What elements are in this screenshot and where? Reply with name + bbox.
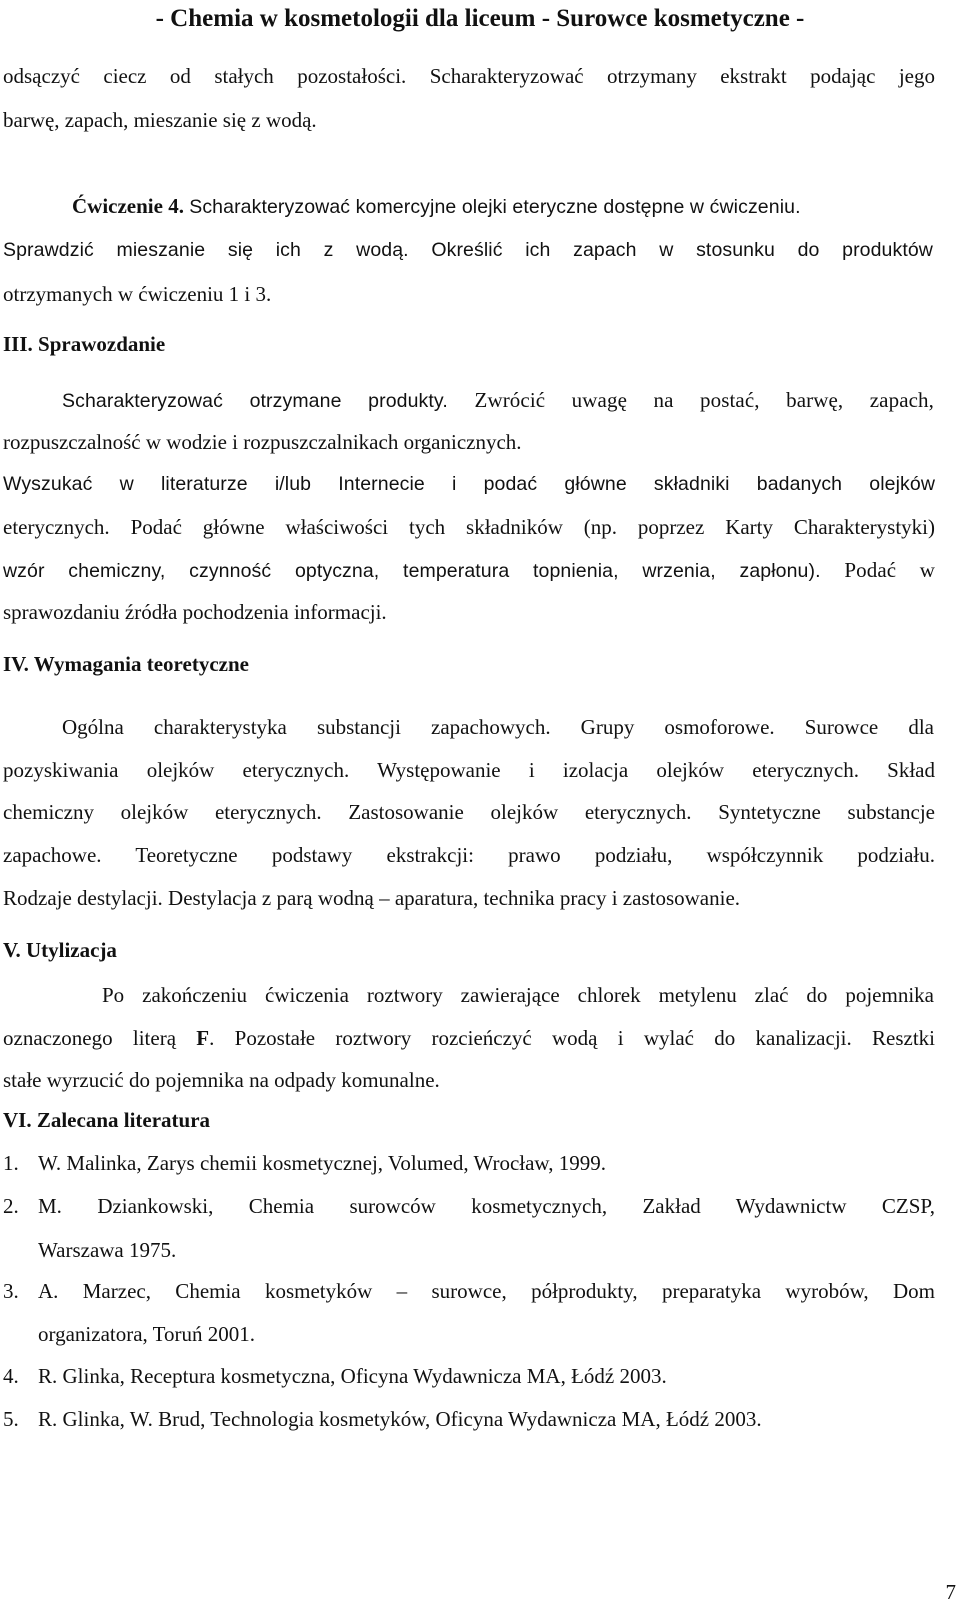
section-6-heading: VI. Zalecana literatura [3, 1108, 211, 1132]
section-5-line-1: Po zakończeniu ćwiczenia roztwory zawierające chlorek metylenu zlać do pojemnika [102, 983, 934, 1007]
exercise4-line-3: otrzymanych w ćwiczeniu 1 i 3. [3, 282, 272, 306]
exercise4-line-2: Sprawdzić mieszanie się ich z wodą. Określić ich zapach w stosunku do produktów [3, 239, 933, 261]
section-3-line-5: wzór chemiczny, czynność optyczna, temperatura topnienia, wrzenia, zapłonu). Podać w [3, 558, 935, 582]
section-3-line-1: Scharakteryzować otrzymane produkty. Zwrócić uwagę na postać, barwę, zapach, [62, 388, 934, 412]
ref-2-text-cont: Warszawa 1975. [38, 1238, 177, 1262]
section-5-line-3: stałe wyrzucić do pojemnika na odpady komunalne. [3, 1068, 440, 1092]
section-3-line-3: Wyszukać w literaturze i/lub Internecie i podać główne składniki badanych olejków [3, 473, 935, 495]
ref-1-number: 1. [3, 1151, 19, 1175]
ref-3-text-cont: organizatora, Toruń 2001. [38, 1322, 256, 1346]
section-4-heading: IV. Wymagania teoretyczne [3, 652, 249, 676]
section-4-line-3: chemiczny olejków eterycznych. Zastosowanie olejków eterycznych. Syntetyczne substancje [3, 800, 935, 824]
ref-5-text: R. Glinka, W. Brud, Technologia kosmetyków, Oficyna Wydawnicza MA, Łódź 2003. [38, 1407, 762, 1431]
section-3-line-2: rozpuszczalność w wodzie i rozpuszczalnikach organicznych. [3, 430, 522, 454]
section-3-line-6: sprawozdaniu źródła pochodzenia informacji. [3, 600, 387, 624]
ref-3-text: A. Marzec, Chemia kosmetyków – surowce, półprodukty, preparatyka wyrobów, Dom [38, 1279, 935, 1303]
section-5-heading: V. Utylizacja [3, 938, 117, 962]
ref-5-number: 5. [3, 1407, 19, 1431]
intro-line-1: odsączyć ciecz od stałych pozostałości. Scharakteryzować otrzymany ekstrakt podając jego [3, 64, 935, 88]
intro-line-2: barwę, zapach, mieszanie się z wodą. [3, 108, 317, 132]
section-3-line-4: eterycznych. Podać główne właściwości tych składników (np. poprzez Karty Charakterystyki) [3, 515, 936, 539]
ref-2-text: M. Dziankowski, Chemia surowców kosmetycznych, Zakład Wydawnictw CZSP, [38, 1194, 935, 1218]
section-4-line-1: Ogólna charakterystyka substancji zapachowych. Grupy osmoforowe. Surowce dla [62, 715, 934, 739]
page-number: 7 [945, 1580, 956, 1604]
ref-2-number: 2. [3, 1194, 19, 1218]
exercise4-text: Scharakteryzować komercyjne olejki eteryczne dostępne w ćwiczeniu. [189, 196, 801, 218]
exercise4-label: Ćwiczenie 4. [72, 194, 184, 218]
section-4-line-4: zapachowe. Teoretyczne podstawy ekstrakcji: prawo podziału, współczynnik podziału. [3, 843, 935, 867]
section-4-line-5: Rodzaje destylacji. Destylacja z parą wodną – aparatura, technika pracy i zastosowanie. [3, 886, 741, 910]
page-header: - Chemia w kosmetologii dla liceum - Surowce kosmetyczne - [155, 5, 805, 32]
section-4-line-2: pozyskiwania olejków eterycznych. Występowanie i izolacja olejków eterycznych. Skład [3, 758, 935, 782]
ref-4-number: 4. [3, 1364, 19, 1388]
exercise4-line-1 [72, 192, 801, 221]
ref-1-text: W. Malinka, Zarys chemii kosmetycznej, Volumed, Wrocław, 1999. [38, 1151, 606, 1175]
ref-3-number: 3. [3, 1279, 19, 1303]
section-3-heading: III. Sprawozdanie [3, 332, 166, 356]
ref-4-text: R. Glinka, Receptura kosmetyczna, Oficyna Wydawnicza MA, Łódź 2003. [38, 1364, 667, 1388]
section-5-line-2: oznaczonego literą F. Pozostałe roztwory rozcieńczyć wodą i wylać do kanalizacji. Resztki [3, 1026, 936, 1050]
